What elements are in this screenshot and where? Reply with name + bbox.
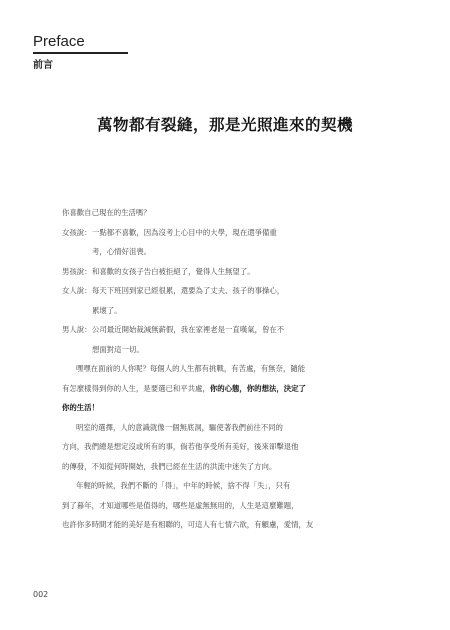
dialogue-line [62,281,398,301]
paragraph-line: 的傳發，不知從何時開始，我們已經在生活的洪流中迷失了方向。 [62,461,277,471]
dialogue-text: 每天下班回到家已經很累，還要為了丈夫、孩子的事操心， [92,286,285,295]
dialogue-continuation: 想面對這一切。 [92,344,144,354]
dialogue-line [62,223,398,243]
emphasis-line: 你的生活！ [62,403,99,412]
dialogue-line [62,320,398,340]
page-number: 002 [33,590,49,599]
dialogue-line [62,262,398,282]
speaker-label: 女人說： [62,286,92,295]
paragraph-line: 年輕的時候，我們不斷的「得」，中年的時候，捨不得「失」，只有 [76,481,291,490]
paragraph-line: 也許你多時間才能的美好是有相聯的，可這人有七情六欲，有顧慮，愛情，友 [62,520,314,529]
dialogue-text: 和喜歡的女孩子告白被拒絕了，覺得人生無望了。 [92,266,255,276]
paragraph-line: 方向，我們總是想定沒或所有的事，倘若他享受所有美好，後來卻擊退他 [62,442,299,451]
section-header [33,34,128,72]
chapter-title: 萬物都有裂縫，那是光照進來的契機 [96,115,353,134]
section-title: Preface [33,33,85,50]
body-text [62,203,398,535]
dialogue-text: 公司最近開始裁減無薪假，我在家裡老是一直嘆氣，曾在不 [92,325,285,334]
paragraph-line: 到了暮年，才知道哪些是值得的，哪些是虛無無用的，人生是這麼難題， [62,500,299,510]
paragraph-line: 明室的選擇，人的意識就像一個無底洞，驅使著我們前往不同的 [76,422,283,432]
opening-question: 你喜歡自己現在的生活嗎？ [62,208,151,217]
paragraph-text: 有怎麼樣得到你的人生，是要選已和平共處， [62,383,210,393]
emphasis-text: 你的心態，你的想法，決定了 [209,383,306,393]
speaker-label: 男孩說： [62,266,92,276]
paragraph-line [62,379,398,399]
dialogue-continuation: 累壞了。 [92,305,122,315]
section-title-chinese: 前言 [33,60,53,71]
header-rule [33,52,128,54]
speaker-label: 男人說： [62,325,92,334]
dialogue-continuation: 考，心情好沮喪。 [92,247,152,256]
dialogue-text: 一點都不喜歡，因為沒考上心目中的大學，現在還爭備重 [92,227,277,237]
speaker-label: 女孩說： [62,227,92,237]
paragraph-line: 嘿嘿在面前的人你呢？每個人的人生都有挑戰，有苦處，有無奈，隨能 [76,364,306,373]
